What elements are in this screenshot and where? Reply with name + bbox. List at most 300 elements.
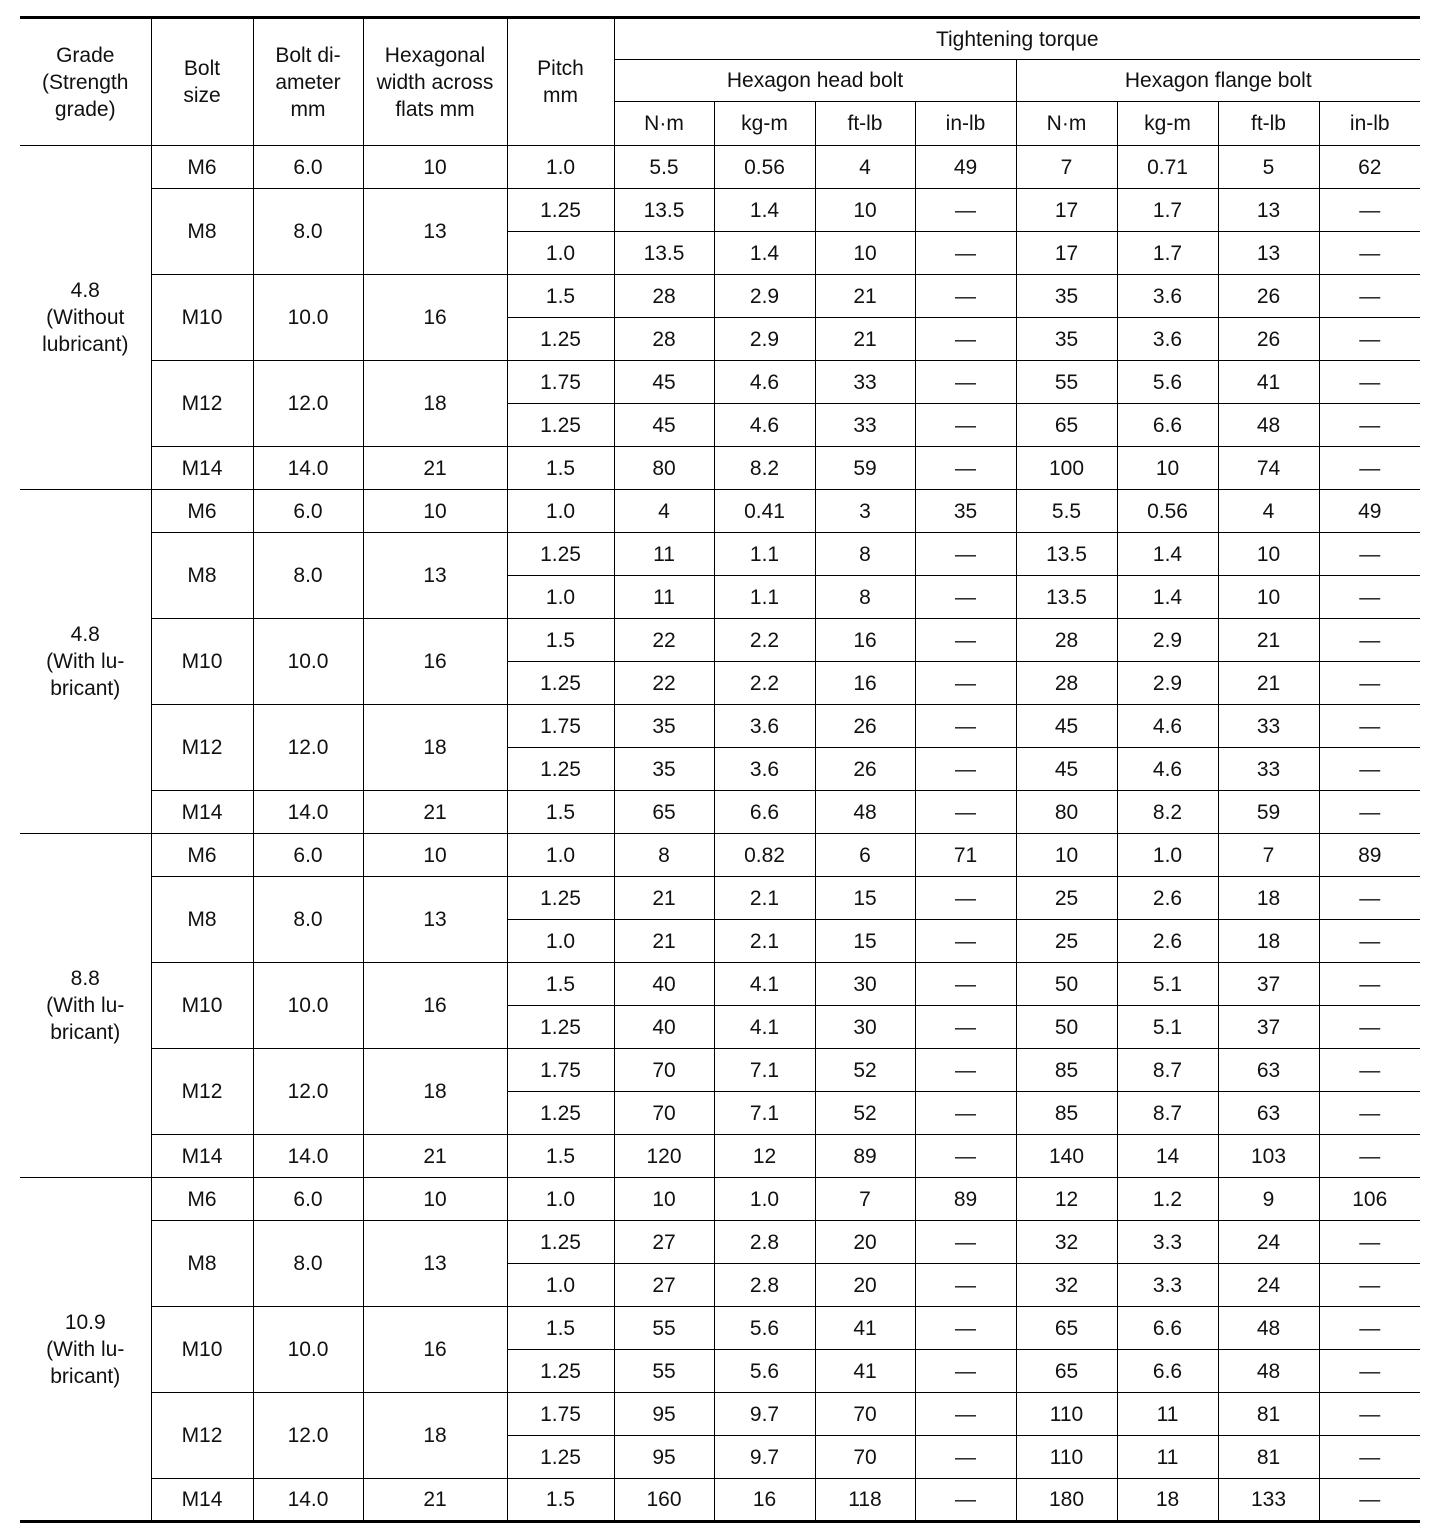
flange-torque-cell: 1.4 [1117, 576, 1218, 619]
flange-torque-cell: 81 [1218, 1436, 1319, 1479]
flange-torque-cell: 4.6 [1117, 705, 1218, 748]
header-unit: in-lb [915, 102, 1016, 146]
flange-torque-cell: — [1319, 748, 1420, 791]
head-torque-cell: 27 [614, 1221, 714, 1264]
head-torque-cell: 89 [915, 1178, 1016, 1221]
hex-width-cell: 10 [363, 834, 507, 877]
head-torque-cell: 13.5 [614, 189, 714, 232]
bolt-size-cell: M8 [151, 189, 253, 275]
flange-torque-cell: 8.2 [1117, 791, 1218, 834]
flange-torque-cell: — [1319, 1479, 1420, 1522]
head-torque-cell: — [915, 1092, 1016, 1135]
head-torque-cell: 11 [614, 576, 714, 619]
head-torque-cell: 2.1 [714, 877, 815, 920]
head-torque-cell: 0.41 [714, 490, 815, 533]
table-row [20, 834, 1420, 877]
bolt-size-cell: M8 [151, 1221, 253, 1307]
flange-torque-cell: 50 [1016, 963, 1117, 1006]
head-torque-cell: 26 [815, 748, 915, 791]
pitch-cell: 1.75 [507, 1393, 614, 1436]
head-torque-cell: 120 [614, 1135, 714, 1178]
flange-torque-cell: 37 [1218, 1006, 1319, 1049]
flange-torque-cell: 9 [1218, 1178, 1319, 1221]
flange-torque-cell: 10 [1016, 834, 1117, 877]
pitch-cell: 1.25 [507, 1350, 614, 1393]
hex-width-cell: 21 [363, 1135, 507, 1178]
hex-width-cell: 18 [363, 705, 507, 791]
grade-value: 10.9 [64, 1310, 106, 1334]
flange-torque-cell: 13 [1218, 189, 1319, 232]
head-torque-cell: 3.6 [714, 748, 815, 791]
head-torque-cell: 4.1 [714, 963, 815, 1006]
head-torque-cell: 65 [614, 791, 714, 834]
head-torque-cell: 70 [614, 1049, 714, 1092]
head-torque-cell: — [915, 705, 1016, 748]
hex-width-cell: 13 [363, 189, 507, 275]
pitch-cell: 1.75 [507, 1049, 614, 1092]
head-torque-cell: 2.2 [714, 619, 815, 662]
pitch-cell: 1.25 [507, 1221, 614, 1264]
table-row [20, 275, 1420, 318]
table-row [20, 189, 1420, 232]
flange-torque-cell: 5.5 [1016, 490, 1117, 533]
flange-torque-cell: 110 [1016, 1436, 1117, 1479]
flange-torque-cell: — [1319, 275, 1420, 318]
table-row [20, 1049, 1420, 1092]
flange-torque-cell: 89 [1319, 834, 1420, 877]
head-torque-cell: 95 [614, 1436, 714, 1479]
head-torque-cell: 21 [614, 920, 714, 963]
flange-torque-cell: 63 [1218, 1092, 1319, 1135]
flange-torque-cell: 62 [1319, 146, 1420, 189]
flange-torque-cell: 8.7 [1117, 1049, 1218, 1092]
head-torque-cell: 3 [815, 490, 915, 533]
head-torque-cell: — [915, 1006, 1016, 1049]
head-torque-cell: 16 [714, 1479, 815, 1522]
flange-torque-cell: 1.7 [1117, 189, 1218, 232]
table-row [20, 533, 1420, 576]
head-torque-cell: — [915, 189, 1016, 232]
hex-width-cell: 10 [363, 1178, 507, 1221]
table-row [20, 447, 1420, 490]
head-torque-cell: 10 [614, 1178, 714, 1221]
flange-torque-cell: 28 [1016, 619, 1117, 662]
bolt-size-cell: M10 [151, 963, 253, 1049]
flange-torque-cell: — [1319, 619, 1420, 662]
header-tightening-torque: Tightening torque [614, 18, 1420, 60]
head-torque-cell: — [915, 1479, 1016, 1522]
head-torque-cell: 1.0 [714, 1178, 815, 1221]
grade-group [20, 834, 1420, 1178]
flange-torque-cell: 1.7 [1117, 232, 1218, 275]
pitch-cell: 1.25 [507, 1092, 614, 1135]
head-torque-cell: — [915, 963, 1016, 1006]
grade-cell [20, 146, 151, 490]
bolt-size-cell: M12 [151, 1393, 253, 1479]
head-torque-cell: 8 [815, 576, 915, 619]
flange-torque-cell: 6.6 [1117, 1350, 1218, 1393]
flange-torque-cell: 8.7 [1117, 1092, 1218, 1135]
head-torque-cell: 13.5 [614, 232, 714, 275]
pitch-cell: 1.25 [507, 404, 614, 447]
head-torque-cell: 160 [614, 1479, 714, 1522]
head-torque-cell: 4 [815, 146, 915, 189]
flange-torque-cell: 6.6 [1117, 404, 1218, 447]
flange-torque-cell: 100 [1016, 447, 1117, 490]
bolt-size-cell: M8 [151, 877, 253, 963]
flange-torque-cell: 18 [1218, 920, 1319, 963]
flange-torque-cell: — [1319, 1393, 1420, 1436]
bolt-size-cell: M10 [151, 275, 253, 361]
head-torque-cell: 28 [614, 275, 714, 318]
head-torque-cell: 28 [614, 318, 714, 361]
table-row [20, 1221, 1420, 1264]
bolt-diameter-cell: 10.0 [253, 275, 363, 361]
head-torque-cell: — [915, 662, 1016, 705]
head-torque-cell: 1.1 [714, 533, 815, 576]
head-torque-cell: 15 [815, 877, 915, 920]
bolt-size-cell: M14 [151, 1479, 253, 1522]
head-torque-cell: 9.7 [714, 1393, 815, 1436]
flange-torque-cell: 65 [1016, 1350, 1117, 1393]
flange-torque-cell: 1.2 [1117, 1178, 1218, 1221]
head-torque-cell: 1.4 [714, 189, 815, 232]
head-torque-cell: — [915, 619, 1016, 662]
flange-torque-cell: 45 [1016, 705, 1117, 748]
bolt-size-cell: M6 [151, 834, 253, 877]
header-unit: ft-lb [815, 102, 915, 146]
head-torque-cell: 0.56 [714, 146, 815, 189]
head-torque-cell: 35 [614, 705, 714, 748]
flange-torque-cell: 32 [1016, 1264, 1117, 1307]
head-torque-cell: 48 [815, 791, 915, 834]
head-torque-cell: 35 [915, 490, 1016, 533]
grade-note: (With lu-bricant) [46, 1337, 125, 1388]
hex-width-cell: 18 [363, 1393, 507, 1479]
flange-torque-cell: 26 [1218, 275, 1319, 318]
flange-torque-cell: 50 [1016, 1006, 1117, 1049]
flange-torque-cell: 0.71 [1117, 146, 1218, 189]
head-torque-cell: — [915, 1264, 1016, 1307]
flange-torque-cell: 35 [1016, 275, 1117, 318]
bolt-diameter-cell: 8.0 [253, 189, 363, 275]
hex-width-cell: 18 [363, 361, 507, 447]
bolt-diameter-cell: 6.0 [253, 490, 363, 533]
head-torque-cell: — [915, 404, 1016, 447]
flange-torque-cell: 26 [1218, 318, 1319, 361]
flange-torque-cell: 28 [1016, 662, 1117, 705]
pitch-cell: 1.0 [507, 146, 614, 189]
flange-torque-cell: 17 [1016, 232, 1117, 275]
pitch-cell: 1.0 [507, 232, 614, 275]
flange-torque-cell: 48 [1218, 1350, 1319, 1393]
header-hex-flange-bolt: Hexagon flange bolt [1016, 60, 1420, 102]
bolt-size-cell: M6 [151, 490, 253, 533]
header-hex-width: Hexagonal width across flats mm [363, 18, 507, 146]
flange-torque-cell: 4 [1218, 490, 1319, 533]
head-torque-cell: 22 [614, 662, 714, 705]
bolt-diameter-cell: 14.0 [253, 447, 363, 490]
hex-width-cell: 13 [363, 877, 507, 963]
flange-torque-cell: 12 [1016, 1178, 1117, 1221]
header-unit: kg-m [1117, 102, 1218, 146]
flange-torque-cell: 85 [1016, 1049, 1117, 1092]
pitch-cell: 1.25 [507, 1436, 614, 1479]
bolt-diameter-cell: 14.0 [253, 791, 363, 834]
hex-width-cell: 16 [363, 963, 507, 1049]
pitch-cell: 1.5 [507, 1307, 614, 1350]
pitch-cell: 1.75 [507, 705, 614, 748]
flange-torque-cell: 41 [1218, 361, 1319, 404]
flange-torque-cell: 21 [1218, 662, 1319, 705]
head-torque-cell: 55 [614, 1307, 714, 1350]
bolt-size-cell: M6 [151, 146, 253, 189]
head-torque-cell: 4.6 [714, 404, 815, 447]
head-torque-cell: — [915, 877, 1016, 920]
flange-torque-cell: 65 [1016, 1307, 1117, 1350]
table-row [20, 791, 1420, 834]
bolt-size-cell: M6 [151, 1178, 253, 1221]
hex-width-cell: 21 [363, 791, 507, 834]
table-row [20, 705, 1420, 748]
grade-value: 4.8 [70, 623, 100, 646]
flange-torque-cell: 10 [1117, 447, 1218, 490]
head-torque-cell: 1.1 [714, 576, 815, 619]
header-hex-head-bolt: Hexagon head bolt [614, 60, 1016, 102]
head-torque-cell: — [915, 318, 1016, 361]
flange-torque-cell: 32 [1016, 1221, 1117, 1264]
flange-torque-cell: — [1319, 576, 1420, 619]
pitch-cell: 1.0 [507, 1264, 614, 1307]
pitch-cell: 1.5 [507, 619, 614, 662]
table-row [20, 490, 1420, 533]
pitch-cell: 1.5 [507, 447, 614, 490]
pitch-cell: 1.5 [507, 963, 614, 1006]
flange-torque-cell: — [1319, 1264, 1420, 1307]
flange-torque-cell: — [1319, 1092, 1420, 1135]
head-torque-cell: 7.1 [714, 1049, 815, 1092]
flange-torque-cell: 37 [1218, 963, 1319, 1006]
flange-torque-cell: 180 [1016, 1479, 1117, 1522]
hex-width-cell: 18 [363, 1049, 507, 1135]
flange-torque-cell: 17 [1016, 189, 1117, 232]
bolt-diameter-cell: 8.0 [253, 533, 363, 619]
flange-torque-cell: 4.6 [1117, 748, 1218, 791]
bolt-size-cell: M10 [151, 619, 253, 705]
head-torque-cell: 8 [815, 533, 915, 576]
flange-torque-cell: — [1319, 533, 1420, 576]
head-torque-cell: 8.2 [714, 447, 815, 490]
bolt-size-cell: M12 [151, 705, 253, 791]
bolt-diameter-cell: 6.0 [253, 834, 363, 877]
table-row [20, 1178, 1420, 1221]
head-torque-cell: — [915, 447, 1016, 490]
flange-torque-cell: 1.4 [1117, 533, 1218, 576]
flange-torque-cell: 103 [1218, 1135, 1319, 1178]
header-bolt-diameter: Bolt di-ameter mm [253, 18, 363, 146]
flange-torque-cell: 2.9 [1117, 662, 1218, 705]
bolt-diameter-cell: 8.0 [253, 1221, 363, 1307]
head-torque-cell: 41 [815, 1307, 915, 1350]
bolt-size-cell: M14 [151, 447, 253, 490]
bolt-size-cell: M8 [151, 533, 253, 619]
bolt-diameter-cell: 14.0 [253, 1135, 363, 1178]
flange-torque-cell: 24 [1218, 1264, 1319, 1307]
flange-torque-cell: 3.3 [1117, 1221, 1218, 1264]
bolt-diameter-cell: 8.0 [253, 877, 363, 963]
bolt-diameter-cell: 14.0 [253, 1479, 363, 1522]
head-torque-cell: 7 [815, 1178, 915, 1221]
table-row [20, 963, 1420, 1006]
header-unit: ft-lb [1218, 102, 1319, 146]
head-torque-cell: 33 [815, 404, 915, 447]
grade-group [20, 490, 1420, 834]
flange-torque-cell: 25 [1016, 877, 1117, 920]
head-torque-cell: 15 [815, 920, 915, 963]
flange-torque-cell: — [1319, 1006, 1420, 1049]
head-torque-cell: — [915, 232, 1016, 275]
pitch-cell: 1.25 [507, 533, 614, 576]
head-torque-cell: — [915, 920, 1016, 963]
header-grade: Grade (Strength grade) [20, 18, 151, 146]
head-torque-cell: 80 [614, 447, 714, 490]
flange-torque-cell: 81 [1218, 1393, 1319, 1436]
head-torque-cell: 71 [915, 834, 1016, 877]
bolt-diameter-cell: 10.0 [253, 1307, 363, 1393]
flange-torque-cell: 24 [1218, 1221, 1319, 1264]
hex-width-cell: 13 [363, 533, 507, 619]
flange-torque-cell: 45 [1016, 748, 1117, 791]
grade-note: (With lu-bricant) [46, 650, 125, 700]
flange-torque-cell: 59 [1218, 791, 1319, 834]
pitch-cell: 1.5 [507, 1135, 614, 1178]
bolt-diameter-cell: 10.0 [253, 963, 363, 1049]
flange-torque-cell: — [1319, 361, 1420, 404]
head-torque-cell: 10 [815, 232, 915, 275]
flange-torque-cell: 5.6 [1117, 361, 1218, 404]
bolt-diameter-cell: 12.0 [253, 1049, 363, 1135]
pitch-cell: 1.0 [507, 576, 614, 619]
flange-torque-cell: 6.6 [1117, 1307, 1218, 1350]
flange-torque-cell: 11 [1117, 1393, 1218, 1436]
flange-torque-cell: — [1319, 791, 1420, 834]
header-unit: N·m [1016, 102, 1117, 146]
head-torque-cell: 40 [614, 963, 714, 1006]
flange-torque-cell: 21 [1218, 619, 1319, 662]
head-torque-cell: 30 [815, 963, 915, 1006]
flange-torque-cell: — [1319, 1350, 1420, 1393]
head-torque-cell: 26 [815, 705, 915, 748]
flange-torque-cell: 1.0 [1117, 834, 1218, 877]
flange-torque-cell: — [1319, 189, 1420, 232]
table-row [20, 619, 1420, 662]
flange-torque-cell: 25 [1016, 920, 1117, 963]
flange-torque-cell: 5 [1218, 146, 1319, 189]
flange-torque-cell: 11 [1117, 1436, 1218, 1479]
flange-torque-cell: 18 [1218, 877, 1319, 920]
table-row [20, 146, 1420, 189]
head-torque-cell: 2.8 [714, 1221, 815, 1264]
flange-torque-cell: 140 [1016, 1135, 1117, 1178]
head-torque-cell: 12 [714, 1135, 815, 1178]
pitch-cell: 1.5 [507, 1479, 614, 1522]
head-torque-cell: 16 [815, 619, 915, 662]
flange-torque-cell: 2.6 [1117, 877, 1218, 920]
pitch-cell: 1.5 [507, 275, 614, 318]
head-torque-cell: 27 [614, 1264, 714, 1307]
grade-group [20, 146, 1420, 490]
head-torque-cell: 9.7 [714, 1436, 815, 1479]
bolt-diameter-cell: 12.0 [253, 705, 363, 791]
flange-torque-cell: 3.6 [1117, 275, 1218, 318]
head-torque-cell: — [915, 791, 1016, 834]
table-row [20, 1393, 1420, 1436]
table-row [20, 1135, 1420, 1178]
flange-torque-cell: 106 [1319, 1178, 1420, 1221]
head-torque-cell: 10 [815, 189, 915, 232]
head-torque-cell: 22 [614, 619, 714, 662]
head-torque-cell: 70 [815, 1436, 915, 1479]
head-torque-cell: 118 [815, 1479, 915, 1522]
head-torque-cell: 5.5 [614, 146, 714, 189]
bolt-size-cell: M12 [151, 1049, 253, 1135]
flange-torque-cell: 49 [1319, 490, 1420, 533]
header-unit: in-lb [1319, 102, 1420, 146]
flange-torque-cell: 133 [1218, 1479, 1319, 1522]
flange-torque-cell: — [1319, 1135, 1420, 1178]
pitch-cell: 1.25 [507, 748, 614, 791]
hex-width-cell: 10 [363, 146, 507, 189]
head-torque-cell: — [915, 533, 1016, 576]
head-torque-cell: 35 [614, 748, 714, 791]
flange-torque-cell: — [1319, 662, 1420, 705]
flange-torque-cell: 35 [1016, 318, 1117, 361]
flange-torque-cell: 13 [1218, 232, 1319, 275]
flange-torque-cell: 3.6 [1117, 318, 1218, 361]
head-torque-cell: — [915, 1221, 1016, 1264]
head-torque-cell: 6.6 [714, 791, 815, 834]
table-row [20, 1479, 1420, 1522]
hex-width-cell: 10 [363, 490, 507, 533]
flange-torque-cell: 48 [1218, 1307, 1319, 1350]
grade-note: (Without lubricant) [42, 306, 129, 356]
pitch-cell: 1.25 [507, 662, 614, 705]
hex-width-cell: 16 [363, 619, 507, 705]
header-unit: kg-m [714, 102, 815, 146]
head-torque-cell: 21 [815, 275, 915, 318]
head-torque-cell: 59 [815, 447, 915, 490]
head-torque-cell: 30 [815, 1006, 915, 1049]
flange-torque-cell: — [1319, 1049, 1420, 1092]
bolt-size-cell: M10 [151, 1307, 253, 1393]
head-torque-cell: — [915, 1049, 1016, 1092]
head-torque-cell: 45 [614, 404, 714, 447]
bolt-size-cell: M14 [151, 791, 253, 834]
head-torque-cell: 2.9 [714, 318, 815, 361]
flange-torque-cell: 7 [1016, 146, 1117, 189]
flange-torque-cell: 2.9 [1117, 619, 1218, 662]
flange-torque-cell: 10 [1218, 576, 1319, 619]
grade-value: 4.8 [70, 279, 100, 302]
head-torque-cell: — [915, 1393, 1016, 1436]
flange-torque-cell: — [1319, 318, 1420, 361]
pitch-cell: 1.0 [507, 490, 614, 533]
flange-torque-cell: — [1319, 1307, 1420, 1350]
head-torque-cell: 0.82 [714, 834, 815, 877]
flange-torque-cell: 110 [1016, 1393, 1117, 1436]
pitch-cell: 1.0 [507, 1178, 614, 1221]
head-torque-cell: 21 [815, 318, 915, 361]
